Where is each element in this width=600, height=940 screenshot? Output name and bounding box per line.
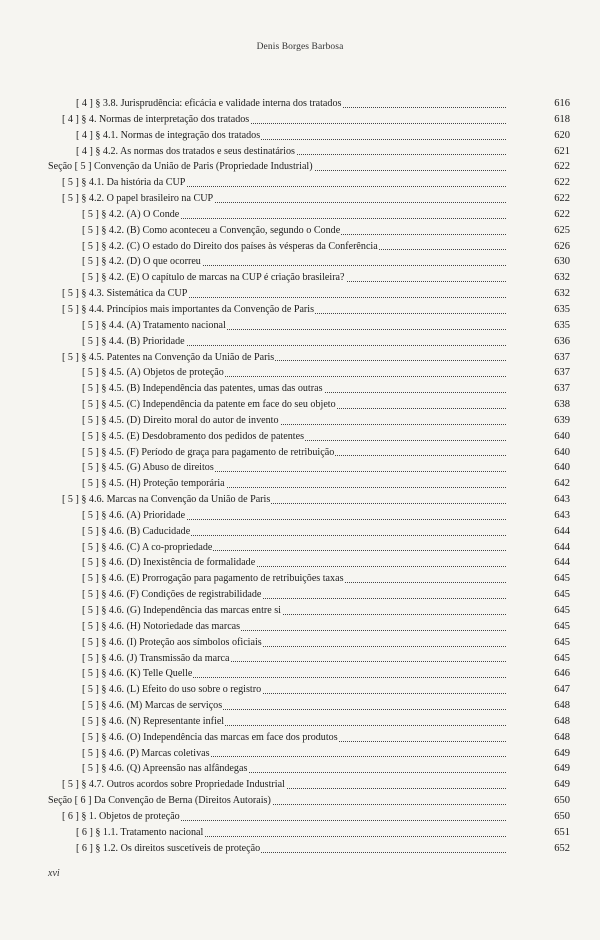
toc-entry-page-number: 632 (554, 288, 570, 300)
toc-entry (48, 587, 570, 603)
toc-entry-title: [ 5 ] § 4.2. (B) Como aconteceu a Convenção, segundo o Conde (82, 223, 341, 239)
toc-entry (48, 350, 570, 366)
toc-entry (48, 635, 570, 651)
toc-entry-page-number: 637 (554, 351, 570, 363)
toc-entry-title: [ 5 ] § 4.2. (E) O capítulo de marcas na CUP é criação brasileira? (82, 270, 346, 286)
toc-entry-page-number: 639 (554, 414, 570, 426)
toc-entry-page-number: 640 (554, 430, 570, 442)
toc-entry-page-number: 638 (554, 399, 570, 411)
toc-entry-title: [ 5 ] § 4.2. O papel brasileiro na CUP (62, 191, 214, 207)
toc-entry-page-number: 637 (554, 383, 570, 395)
toc-entry-title: [ 6 ] § 1.2. Os direitos suscetíveis de proteção (76, 841, 261, 857)
toc-entry (48, 96, 570, 112)
toc-entry-title: [ 5 ] § 4.2. (A) O Conde (82, 207, 180, 223)
toc-entry-page-number: 636 (554, 335, 570, 347)
toc-entry-title: [ 5 ] § 4.5. Patentes na Convenção da União de Paris (62, 350, 275, 366)
toc-entry (48, 413, 570, 429)
toc-entry-title: [ 5 ] § 4.6. Marcas na Convenção da União de Paris (62, 492, 271, 508)
toc-entry (48, 777, 570, 793)
toc-entry-page-number: 625 (554, 224, 570, 236)
toc-entry-title: [ 5 ] § 4.5. (G) Abuso de direitos (82, 460, 215, 476)
toc-entry-page-number: 630 (554, 256, 570, 268)
toc-entry-title: [ 5 ] § 4.6. (I) Proteção aos símbolos oficiais (82, 635, 263, 651)
toc-entry-title: [ 5 ] § 4.6. (O) Independência das marcas em face dos produtos (82, 730, 339, 746)
toc-entry-page-number: 622 (554, 161, 570, 173)
toc-entry (48, 524, 570, 540)
toc-entry-title: [ 5 ] § 4.5. (D) Direito moral do autor de invento (82, 413, 280, 429)
toc-entry-title: [ 4 ] § 4.1. Normas de integração dos tratados (76, 128, 261, 144)
toc-entry-page-number: 648 (554, 700, 570, 712)
toc-entry-page-number: 649 (554, 763, 570, 775)
toc-entry (48, 175, 570, 191)
toc-entry-title: [ 5 ] § 4.6. (G) Independência das marcas entre si (82, 603, 282, 619)
toc-entry (48, 144, 570, 160)
toc-entry-title: [ 5 ] § 4.6. (C) A co-propriedade (82, 540, 213, 556)
toc-entry-page-number: 647 (554, 684, 570, 696)
toc-entry-title: [ 5 ] § 4.6. (N) Representante infiel (82, 714, 225, 730)
toc-entry (48, 254, 570, 270)
toc-entry (48, 270, 570, 286)
toc-entry-page-number: 640 (554, 446, 570, 458)
toc-entry-page-number: 622 (554, 177, 570, 189)
toc-entry-title: [ 5 ] § 4.5. (C) Independência da patente em face do seu objeto (82, 397, 337, 413)
toc-entry-page-number: 645 (554, 589, 570, 601)
toc-entry (48, 397, 570, 413)
toc-entry (48, 191, 570, 207)
toc-entry-page-number: 643 (554, 494, 570, 506)
toc-entry-page-number: 642 (554, 478, 570, 490)
toc-entry (48, 365, 570, 381)
toc-entry (48, 841, 570, 857)
toc-entry-title: [ 6 ] § 1. Objetos de proteção (62, 809, 181, 825)
toc-entry-title: [ 5 ] § 4.6. (F) Condições de registrabilidade (82, 587, 262, 603)
toc-entry-title: [ 5 ] § 4.4. (B) Prioridade (82, 334, 186, 350)
toc-entry-page-number: 650 (554, 795, 570, 807)
toc-entry (48, 112, 570, 128)
toc-entry-title: [ 5 ] § 4.6. (D) Inexistência de formalidade (82, 555, 256, 571)
toc-entry-title: Seção [ 6 ] Da Convenção de Berna (Direitos Autorais) (48, 793, 272, 809)
toc-entry-page-number: 644 (554, 541, 570, 553)
toc-entry-page-number: 644 (554, 557, 570, 569)
toc-entry (48, 619, 570, 635)
toc-entry-title: [ 5 ] § 4.6. (B) Caducidade (82, 524, 191, 540)
toc-entry-title: [ 5 ] § 4.4. (A) Tratamento nacional (82, 318, 227, 334)
toc-entry-title: [ 5 ] § 4.6. (E) Prorrogação para pagamento de retribuições taxas (82, 571, 345, 587)
toc-entry-title: [ 5 ] § 4.5. (A) Objetos de proteção (82, 365, 225, 381)
toc-entry-title: [ 5 ] § 4.4. Princípios mais importantes da Convenção de Paris (62, 302, 315, 318)
toc-entry (48, 381, 570, 397)
toc-entry-title: [ 5 ] § 4.1. Da história da CUP (62, 175, 186, 191)
toc-entry-page-number: 622 (554, 193, 570, 205)
toc-entry (48, 555, 570, 571)
toc-entry-title: [ 5 ] § 4.6. (H) Notoriedade das marcas (82, 619, 241, 635)
table-of-contents (48, 96, 570, 857)
toc-entry (48, 540, 570, 556)
toc-entry (48, 239, 570, 255)
toc-entry-page-number: 645 (554, 652, 570, 664)
toc-entry (48, 492, 570, 508)
toc-entry-page-number: 618 (554, 113, 570, 125)
toc-entry-page-number: 621 (554, 145, 570, 157)
toc-entry-page-number: 649 (554, 747, 570, 759)
toc-entry (48, 128, 570, 144)
toc-entry (48, 714, 570, 730)
toc-entry (48, 429, 570, 445)
toc-entry (48, 761, 570, 777)
toc-entry-page-number: 645 (554, 620, 570, 632)
toc-entry (48, 825, 570, 841)
toc-entry-title: [ 5 ] § 4.6. (M) Marcas de serviços (82, 698, 223, 714)
toc-entry (48, 651, 570, 667)
toc-entry-page-number: 645 (554, 573, 570, 585)
toc-entry-title: [ 5 ] § 4.2. (D) O que ocorreu (82, 254, 202, 270)
toc-entry (48, 286, 570, 302)
toc-entry (48, 666, 570, 682)
toc-entry-title: [ 4 ] § 4. Normas de interpretação dos tratados (62, 112, 250, 128)
toc-entry (48, 476, 570, 492)
toc-entry (48, 334, 570, 350)
toc-entry-page-number: 648 (554, 715, 570, 727)
toc-entry-page-number: 620 (554, 129, 570, 141)
toc-entry (48, 318, 570, 334)
toc-entry-page-number: 635 (554, 319, 570, 331)
toc-entry (48, 603, 570, 619)
toc-entry (48, 223, 570, 239)
toc-entry-page-number: 635 (554, 303, 570, 315)
toc-entry-page-number: 652 (554, 842, 570, 854)
toc-entry-title: [ 5 ] § 4.6. (Q) Apreensão nas alfândegas (82, 761, 248, 777)
toc-entry (48, 809, 570, 825)
toc-entry-page-number: 637 (554, 367, 570, 379)
toc-entry-page-number: 645 (554, 636, 570, 648)
toc-entry-page-number: 616 (554, 98, 570, 109)
toc-entry (48, 460, 570, 476)
toc-entry-title: [ 5 ] § 4.6. (J) Transmissão da marca (82, 651, 230, 667)
running-head-author: Denis Borges Barbosa (256, 42, 344, 52)
page-folio: xvi (48, 868, 60, 879)
toc-entry-page-number: 622 (554, 208, 570, 220)
toc-entry (48, 793, 570, 809)
toc-entry (48, 746, 570, 762)
toc-entry-title: [ 4 ] § 3.8. Jurisprudência: eficácia e validade interna dos tratados (76, 96, 342, 112)
toc-entry (48, 508, 570, 524)
toc-entry-title: Seção [ 5 ] Convenção da União de Paris (Propriedade Industrial) (48, 159, 314, 175)
toc-entry (48, 445, 570, 461)
toc-entry-title: [ 5 ] § 4.5. (H) Proteção temporária (82, 476, 226, 492)
toc-entry (48, 302, 570, 318)
toc-entry (48, 682, 570, 698)
toc-entry (48, 571, 570, 587)
toc-entry-title: [ 5 ] § 4.6. (L) Efeito do uso sobre o registro (82, 682, 262, 698)
toc-entry (48, 159, 570, 175)
toc-entry-title: [ 5 ] § 4.6. (P) Marcas coletivas (82, 746, 211, 762)
toc-entry-title: [ 5 ] § 4.5. (B) Independência das patentes, umas das outras (82, 381, 324, 397)
toc-entry (48, 207, 570, 223)
toc-entry-title: [ 5 ] § 4.6. (K) Telle Quelle (82, 666, 193, 682)
toc-entry-page-number: 644 (554, 525, 570, 537)
toc-entry-title: [ 5 ] § 4.7. Outros acordos sobre Propriedade Industrial (62, 777, 286, 793)
toc-entry-page-number: 648 (554, 731, 570, 743)
toc-entry-page-number: 643 (554, 509, 570, 521)
toc-entry-page-number: 626 (554, 240, 570, 252)
toc-entry (48, 698, 570, 714)
toc-entry-page-number: 651 (554, 826, 570, 838)
toc-entry-page-number: 640 (554, 462, 570, 474)
toc-entry-page-number: 650 (554, 810, 570, 822)
toc-entry-title: [ 4 ] § 4.2. As normas dos tratados e seus destinatários (76, 144, 296, 160)
toc-entry-title: [ 5 ] § 4.6. (A) Prioridade (82, 508, 186, 524)
toc-entry-title: [ 6 ] § 1.1. Tratamento nacional (76, 825, 204, 841)
toc-entry-title: [ 5 ] § 4.5. (F) Período de graça para pagamento de retribuição (82, 445, 335, 461)
toc-entry-page-number: 646 (554, 668, 570, 680)
toc-entry (48, 730, 570, 746)
toc-entry-page-number: 632 (554, 272, 570, 284)
toc-entry-title: [ 5 ] § 4.5. (E) Desdobramento dos pedidos de patentes (82, 429, 305, 445)
toc-entry-page-number: 649 (554, 779, 570, 791)
toc-entry-page-number: 645 (554, 605, 570, 616)
toc-entry-title: [ 5 ] § 4.3. Sistemática da CUP (62, 286, 188, 302)
toc-entry-title: [ 5 ] § 4.2. (C) O estado do Direito dos países às vésperas da Conferência (82, 239, 379, 255)
